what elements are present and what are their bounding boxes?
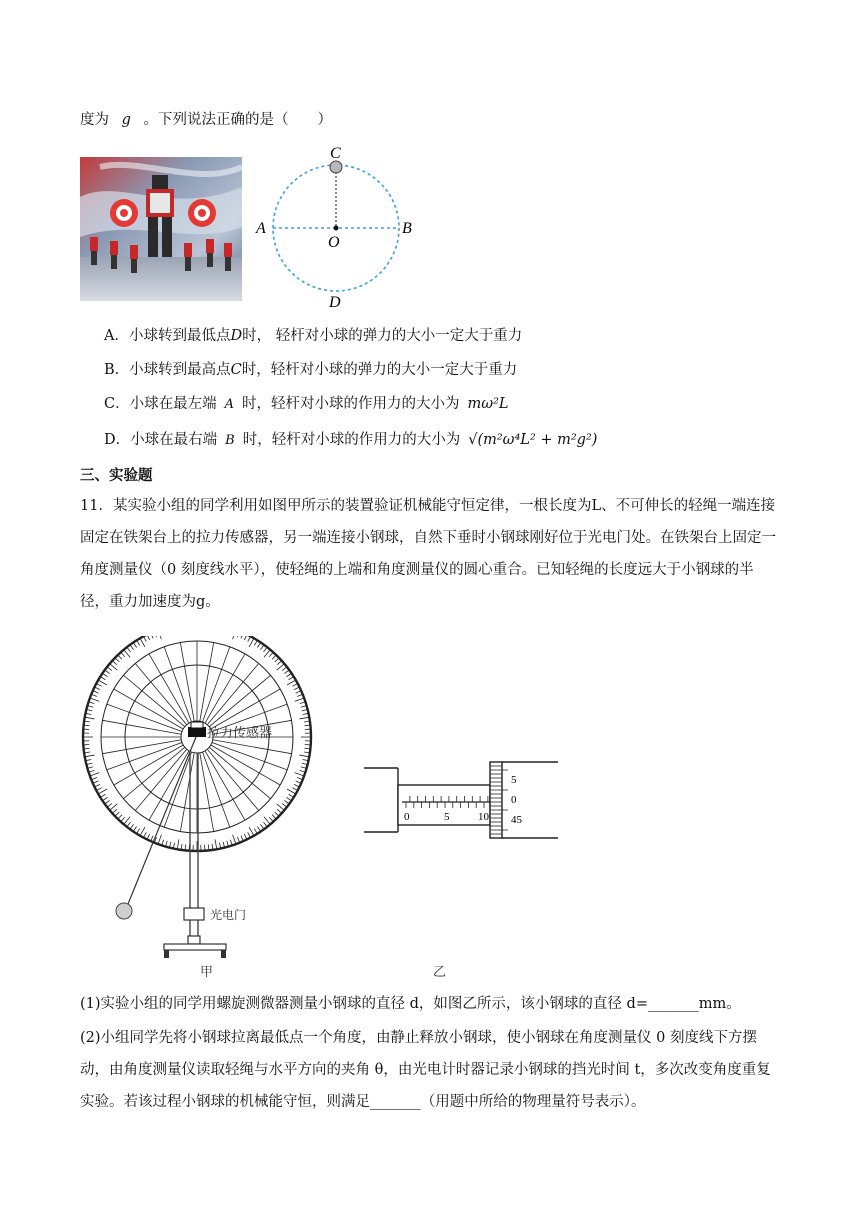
photogate <box>184 908 204 920</box>
micrometer-figure <box>360 756 570 990</box>
label-b: B <box>402 220 412 237</box>
option-c-label: C． <box>104 396 130 412</box>
option-a-tail: 时， 轻杆对小球的弹力的大小一定大于重力 <box>242 328 523 344</box>
thimble-tick-45: 45 <box>511 814 522 826</box>
intro-prefix: 度为 <box>80 112 109 128</box>
option-c-var: A <box>224 397 234 412</box>
intro-suffix: 。下列说法正确的是（ ） <box>143 112 333 128</box>
option-b-var: C <box>230 362 242 378</box>
option-d-var: B <box>225 433 235 448</box>
label-c: C <box>330 145 341 162</box>
option-d-label: D． <box>104 432 131 448</box>
label-o: O <box>328 234 340 251</box>
option-b[interactable] <box>104 360 517 380</box>
protractor-apparatus-figure <box>80 636 320 990</box>
sleeve-tick-5: 5 <box>444 811 450 823</box>
thimble <box>490 762 502 838</box>
caption-jia: 甲 <box>200 965 214 980</box>
steel-ball <box>116 903 132 919</box>
thimble-tick-5: 5 <box>511 774 517 786</box>
option-d-tail: 时，轻杆对小球的作用力的大小为 <box>242 432 461 448</box>
center-dot <box>334 226 339 231</box>
option-c[interactable] <box>104 394 509 415</box>
protractor <box>83 636 311 851</box>
option-b-label: B． <box>104 362 130 378</box>
option-c-tail: 时，轻杆对小球的作用力的大小为 <box>242 396 460 412</box>
option-b-text: 小球转到最高点 <box>129 362 231 378</box>
sleeve-tick-0: 0 <box>404 811 410 823</box>
robot-dance-photo <box>80 157 242 301</box>
option-a[interactable] <box>104 326 522 346</box>
option-c-formula: mω²L <box>467 396 509 412</box>
q11-sub2: (2)小组同学先将小钢球拉离最低点一个角度，由静止释放小钢球，使小钢球在角度测量仪 0 刻度线下方摆动，由角度测量仪读取轻绳与水平方向的夹角 θ，由光电计时器记录小钢球的挡光时间 t，多次改变角度重复实验。若该过程小钢球的机械能守恒，则满足_______（用题中所给的物理量符号表示）。 <box>80 1030 771 1110</box>
option-d-formula: √(m²ω⁴L² + m²g²) <box>468 432 598 448</box>
option-a-text: 小球转到最低点 <box>128 328 231 344</box>
option-a-var: D <box>230 328 243 344</box>
section-title: 三、实验题 <box>80 467 153 484</box>
thimble-tick-0: 0 <box>511 794 517 806</box>
sleeve-tick-10: 10 <box>478 811 489 823</box>
option-d[interactable] <box>104 430 597 451</box>
intro-symbol: g <box>121 112 131 128</box>
option-a-label: A． <box>104 328 129 344</box>
option-c-text: 小球在最左端 <box>129 396 217 412</box>
intro-line <box>80 110 332 130</box>
q11-intro: 11．某实验小组的同学利用如图甲所示的装置验证机械能守恒定律，一根长度为L、不可伸长的轻绳一端连接固定在铁架台上的拉力传感器，另一端连接小钢球，自然下垂时小钢球刚好位于光电门处。在铁架台上固定一角度测量仪（0 刻度线水平），使轻绳的上端和角度测量仪的圆心重合。已知轻绳的长度远大于小钢球的半径，重力加速度为g。 <box>80 498 776 610</box>
option-b-tail: 时，轻杆对小球的弹力的大小一定大于重力 <box>241 362 518 378</box>
q11-sub1: (1)实验小组的同学用螺旋测微器测量小钢球的直径 d，如图乙所示，该小钢球的直径 d=_______mm。 <box>80 996 741 1012</box>
circle-diagram <box>250 140 430 316</box>
gate-label: 光电门 <box>210 908 247 922</box>
sensor-label: 拉力传感器 <box>207 726 273 741</box>
caption-yi: 乙 <box>433 965 447 980</box>
string <box>128 737 196 904</box>
option-d-text: 小球在最右端 <box>130 432 218 448</box>
label-d: D <box>329 294 341 311</box>
ball <box>330 161 342 173</box>
label-a: A <box>256 220 266 237</box>
